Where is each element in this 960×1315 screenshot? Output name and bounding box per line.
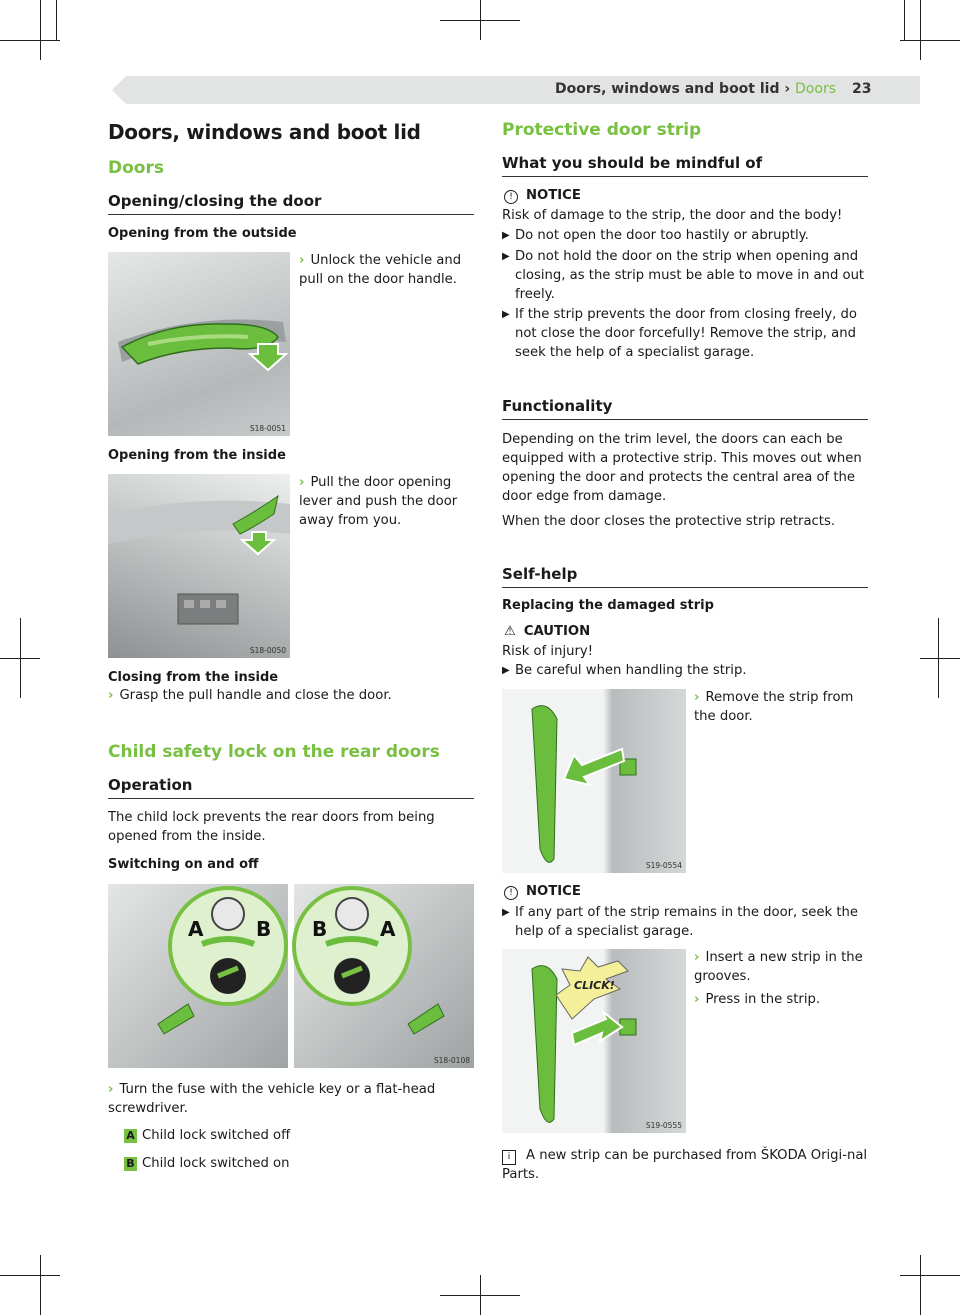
- label-b: B: [256, 917, 272, 941]
- key-a-badge: A: [124, 1129, 137, 1143]
- functionality-paragraph: Depending on the trim level, the doors can each be equipped with a protective strip. This moves out when opening the door and protects the central area of the door edge from damage.: [502, 432, 862, 504]
- key-b-badge: B: [124, 1157, 137, 1171]
- section-title-doors: Doors: [108, 158, 164, 178]
- turn-step-text: Turn the fuse with the vehicle key or a flat-head screwdriver.: [108, 1082, 436, 1116]
- crop-mark: [900, 40, 960, 41]
- notice-item: [502, 305, 869, 362]
- insert-step-text: Insert a new strip in the grooves.: [694, 950, 863, 984]
- bullet-triangle-icon: ▶: [502, 309, 510, 320]
- crop-mark: [40, 0, 41, 60]
- caution-heading: [504, 624, 590, 639]
- bullet-triangle-icon: ▶: [502, 230, 510, 241]
- crop-mark: [904, 0, 905, 40]
- outside-step: [299, 251, 477, 289]
- breadcrumb-subsection: Doors: [795, 81, 836, 97]
- door-handle-illustration: [108, 252, 290, 436]
- notice2-label: NOTICE: [526, 884, 581, 899]
- step-arrow-icon: ›: [299, 475, 305, 490]
- notice-label: NOTICE: [526, 188, 581, 203]
- heading-closing: Closing from the inside: [108, 670, 279, 685]
- legend-b: [124, 1154, 289, 1173]
- notice2-heading: [504, 884, 581, 900]
- section-title-strip: Protective door strip: [502, 120, 702, 140]
- step-arrow-icon: ›: [694, 690, 700, 705]
- legend-b-text: Child lock switched on: [142, 1156, 290, 1171]
- bullet-triangle-icon: ▶: [502, 907, 510, 918]
- child-lock-figure: [108, 884, 474, 1068]
- breadcrumb: [555, 81, 836, 97]
- insert-step: [694, 948, 868, 986]
- step-arrow-icon: ›: [108, 1082, 114, 1097]
- section-title-child-lock: Child safety lock on the rear doors: [108, 742, 440, 762]
- notice2-item-text: If any part of the strip remains in the door, seek the help of a specialist garage.: [515, 905, 859, 939]
- notice-heading: [504, 188, 581, 204]
- heading-from-outside: Opening from the outside: [108, 226, 297, 241]
- closing-step-text: Grasp the pull handle and close the door.: [119, 688, 392, 703]
- subsection-open-close: Opening/closing the door: [108, 192, 474, 215]
- door-lever-illustration: [108, 474, 290, 658]
- notice-text: Risk of damage to the strip, the door and the body!: [502, 208, 843, 223]
- caution-triangle-icon: ⚠: [504, 624, 516, 639]
- child-lock-text: The child lock prevents the rear doors from being opened from the inside.: [108, 810, 435, 844]
- figure-code: S18-0108: [433, 1056, 470, 1065]
- info-note: [502, 1146, 868, 1184]
- figure-code: S18-0051: [249, 424, 286, 433]
- press-step-text: Press in the strip.: [705, 992, 821, 1007]
- subsection-self-help: Self-help: [502, 565, 868, 588]
- chapter-title: Doors, windows and boot lid: [108, 120, 421, 144]
- caution-label: CAUTION: [523, 624, 591, 639]
- heading-switching: Switching on and off: [108, 857, 259, 872]
- notice-item: [502, 247, 869, 304]
- notice-item-text: If the strip prevents the door from closing freely, do not close the door forcefully! Remove the strip, and seek the help of a specialist garage.: [515, 307, 857, 360]
- crop-mark: [920, 0, 921, 60]
- step-arrow-icon: ›: [108, 688, 114, 703]
- door-lever-inside-figure: [108, 474, 290, 658]
- notice2-item: [502, 903, 881, 941]
- caution-item-text: Be careful when handling the strip.: [515, 663, 747, 678]
- press-step: [694, 990, 868, 1009]
- step-arrow-icon: ›: [299, 253, 305, 268]
- info-note-text: A new strip can be purchased from ŠKODA Origi-nal Parts.: [502, 1148, 868, 1182]
- door-handle-outside-figure: [108, 252, 290, 436]
- closing-step: [108, 686, 392, 705]
- bullet-triangle-icon: ▶: [502, 251, 510, 262]
- crop-mark: [40, 1255, 41, 1315]
- heading-replacing: Replacing the damaged strip: [502, 598, 714, 613]
- insert-strip-illustration: [502, 949, 686, 1133]
- label-a: A: [188, 917, 204, 941]
- crop-mark: [920, 1255, 921, 1315]
- crop-mark: [480, 0, 481, 40]
- notice-item: [502, 226, 869, 245]
- subsection-operation: Operation: [108, 776, 474, 799]
- notice-item-text: Do not hold the door on the strip when opening and closing, as the strip must be able to move in and out freely.: [515, 249, 865, 302]
- inside-step: [299, 473, 477, 530]
- label-a: A: [380, 917, 396, 941]
- legend-a-text: Child lock switched off: [142, 1128, 291, 1143]
- turn-step: [108, 1080, 474, 1118]
- remove-step-text: Remove the strip from the door.: [694, 690, 854, 724]
- crop-mark: [20, 618, 21, 698]
- figure-code: S19-0555: [645, 1121, 682, 1130]
- crop-mark: [0, 40, 60, 41]
- caution-item: [502, 661, 869, 680]
- info-icon: i: [502, 1150, 516, 1165]
- outside-step-text: Unlock the vehicle and pull on the door handle.: [299, 253, 462, 287]
- inside-step-text: Pull the door opening lever and push the door away from you.: [299, 475, 458, 528]
- crop-mark: [900, 1275, 960, 1276]
- child-lock-illustration: [108, 884, 474, 1068]
- heading-from-inside: Opening from the inside: [108, 448, 286, 463]
- page-number: 23: [852, 81, 872, 97]
- crop-mark: [480, 1275, 481, 1315]
- step-arrow-icon: ›: [694, 950, 700, 965]
- notice-icon: !: [504, 886, 518, 900]
- remove-strip-figure: [502, 689, 686, 873]
- figure-code: S18-0050: [249, 646, 286, 655]
- notice-icon: !: [504, 190, 518, 204]
- bullet-triangle-icon: ▶: [502, 665, 510, 676]
- insert-strip-figure: [502, 949, 686, 1133]
- subsection-functionality: Functionality: [502, 397, 868, 420]
- figure-code: S19-0554: [645, 861, 682, 870]
- label-b: B: [312, 917, 328, 941]
- functionality-paragraph: When the door closes the protective strip retracts.: [502, 514, 836, 529]
- crop-mark: [56, 0, 57, 40]
- breadcrumb-section: Doors, windows and boot lid: [554, 81, 780, 97]
- caution-text: Risk of injury!: [502, 644, 593, 659]
- remove-step: [694, 688, 868, 726]
- notice-item-text: Do not open the door too hastily or abruptly.: [515, 228, 809, 243]
- breadcrumb-separator: ›: [784, 81, 791, 97]
- remove-strip-illustration: [502, 689, 686, 873]
- click-text: CLICK!: [574, 979, 615, 992]
- crop-mark: [0, 1275, 60, 1276]
- subsection-mindful: What you should be mindful of: [502, 154, 868, 177]
- legend-a: [124, 1126, 290, 1145]
- crop-mark: [920, 658, 960, 659]
- crop-mark: [938, 618, 939, 698]
- step-arrow-icon: ›: [694, 992, 700, 1007]
